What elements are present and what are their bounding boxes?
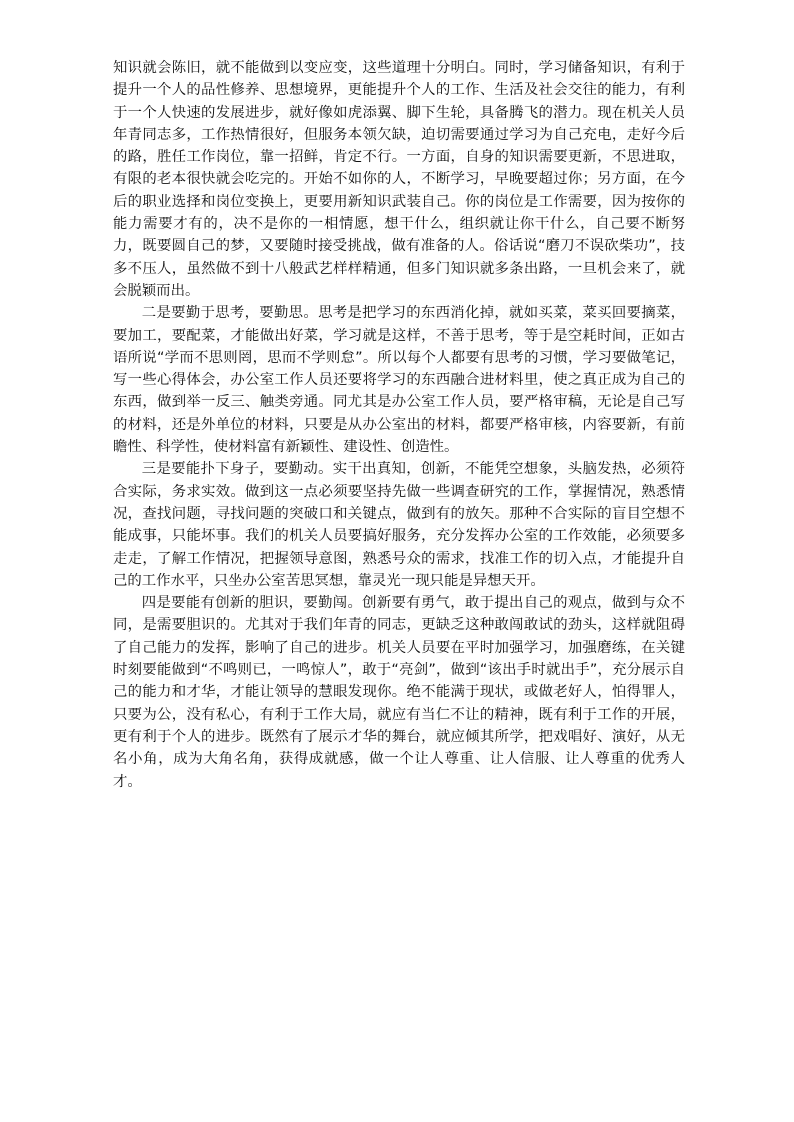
paragraph-think: 二是要勤于思考，要勤思。思考是把学习的东西消化掉，就如买菜，菜买回要摘菜，要加工，要配菜，才能做出好菜，学习就是这样，不善于思考，等于是空耗时间，正如古语所说“学而不思则罔，思而不学则怠”。所以每个人都要有思考的习惯，学习要做笔记，写一些心得体会，办公室工作人员还要将学习的东西融合进材料里，使之真正成为自己的东西，做到举一反三、触类旁通。同尤其是办公室工作人员，要严格审稿，无论是自己写的材料，还是外单位的材料，只要是从办公室出的材料，都要严格审核，内容要新，有前瞻性、科学性，使材料富有新颖性、建设性、创造性。	[113, 305, 685, 456]
paragraph-act: 三是要能扑下身子，要勤动。实干出真知，创新，不能凭空想象，头脑发热，必须符合实际，务求实效。做到这一点必须要坚持先做一些调查研究的工作，掌握情况，熟悉情况，查找问题，寻找问题的突破口和关键点，做到有的放矢。那种不合实际的盲目空想不能成事，只能坏事。我们的机关人员要搞好服务，充分发挥办公室的工作效能，必须要多走走，了解工作情况，把握领导意图，熟悉号众的需求，找准工作的切入点，才能提升自己的工作水平，只坐办公室苦思冥想，靠灵光一现只能是异想天开。	[113, 461, 685, 589]
document-body	[113, 57, 685, 793]
paragraph-innovate: 四是要能有创新的胆识，要勤闯。创新要有勇气，敢于提出自己的观点，做到与众不同，是需要胆识的。尤其对于我们年青的同志，更缺乏这种敢闯敢试的劲头，这样就阻碍了自己能力的发挥，影响了自己的进步。机关人员要在平时加强学习，加强磨练，在关键时刻要能做到“不鸣则已，一鸣惊人”，敢于“亮剑”，做到“该出手时就出手”，充分展示自己的能力和才华，才能让领导的慧眼发现你。绝不能满于现状，或做老好人，怕得罪人，只要为公，没有私心，有利于工作大局，就应有当仁不让的精神，既有利于工作的开展，更有利于个人的进步。既然有了展示才华的舞台，就应倾其所学，把戏唱好、演好，从无名小角，成为大角名角，获得成就感，做一个让人尊重、让人信服、让人尊重的优秀人才。	[113, 595, 685, 790]
paragraph-continuation: 知识就会陈旧，就不能做到以变应变，这些道理十分明白。同时，学习储备知识，有利于提升一个人的品性修养、思想境界，更能提升个人的工作、生活及社会交往的能力，有利于一个人快速的发展进步，就好像如虎添翼、脚下生轮，具备腾飞的潜力。现在机关人员年青同志多，工作热情很好，但服务本领欠缺，迫切需要通过学习为自己充电，走好今后的路，胜任工作岗位，靠一招鲜，肯定不行。一方面，自身的知识需要更新，不思进取，有限的老本很快就会吃完的。开始不如你的人，不断学习，早晚要超过你；另方面，在今后的职业选择和岗位变换上，更要用新知识武装自己。你的岗位是工作需要，因为按你的能力需要才有的，决不是你的一相情愿，想干什么，组织就让你干什么，自己要不断努力，既要圆自己的梦，又要随时接受挑战，做有准备的人。俗话说“磨刀不误砍柴功”，技多不压人，虽然做不到十八般武艺样样精通，但多门知识就多条出路，一旦机会来了，就会脱颖而出。	[113, 60, 685, 299]
